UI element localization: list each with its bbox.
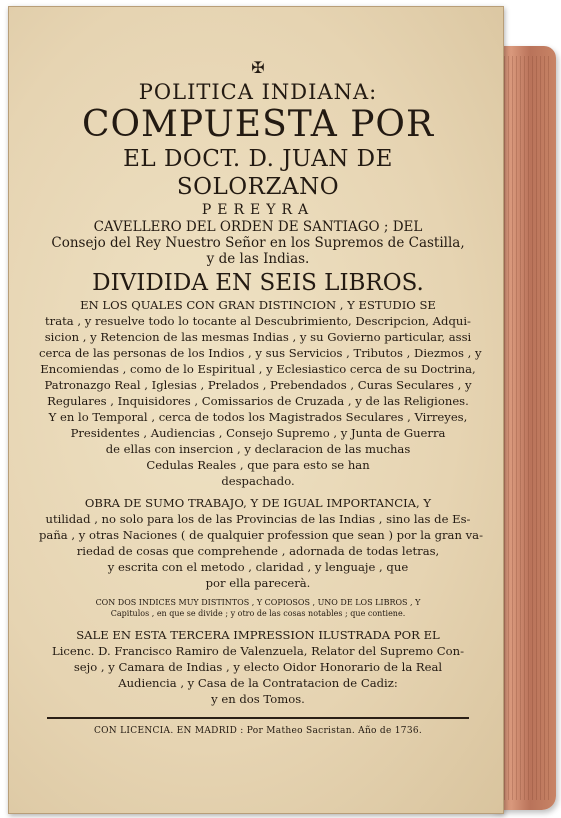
book	[8, 6, 556, 814]
text-line: y en dos Tomos.	[211, 692, 305, 706]
text-line: Presidentes , Audiencias , Consejo Supremo , y Junta de Guerra	[70, 426, 446, 440]
text-line: por ella parecerà.	[205, 576, 311, 590]
edition-paragraph	[39, 627, 477, 707]
text-line: trata , y resuelve todo lo tocante al Descubrimiento, Descripcion, Adqui-	[45, 314, 471, 328]
title-page-text	[39, 58, 483, 737]
author-surname: PEREYRA	[201, 202, 315, 218]
text-line: sicion , y Retencion de las mesmas Indias , y su Govierno particular, assi	[44, 330, 472, 344]
text-line: Capitulos , en que se divide ; y otro de las cosas notables ; que contiene.	[110, 609, 406, 618]
text-line: SALE EN ESTA TERCERA IMPRESSION ILUSTRADA POR EL	[76, 628, 440, 642]
division-heading: DIVIDIDA EN SEIS LIBROS.	[92, 270, 424, 296]
text-line: utilidad , no solo para los de las Provincias de las Indias , sino las de Es-	[45, 512, 471, 526]
text-line: sejo , y Camara de Indias , y electo Oidor Honorario de la Real	[73, 660, 443, 674]
text-line: Y en lo Temporal , cerca de todos los Magistrados Seculares , Virreyes,	[48, 410, 468, 424]
cross-icon: ✠	[251, 58, 265, 77]
text-line: Encomiendas , como de lo Espiritual , y Eclesiastico cerca de su Doctrina,	[40, 362, 476, 376]
text-line: Regulares , Inquisidores , Comissarios de Cruzada , y de las Religiones.	[47, 394, 469, 408]
imprint-line: CON LICENCIA. EN MADRID : Por Matheo Sacristan. Año de 1736.	[93, 726, 423, 736]
text-line: Patronazgo Real , Iglesias , Prelados , Prebendados , Curas Seculares , y	[44, 378, 472, 392]
title-line-compuesta: COMPUESTA POR	[81, 104, 435, 145]
author-name: EL DOCT. D. JUAN DE SOLORZANO	[123, 146, 393, 200]
text-line: riedad de cosas que comprehende , adornada de todas letras,	[76, 544, 440, 558]
divider-rule	[47, 717, 469, 719]
text-line: cerca de las personas de los Indios , y sus Servicios , Tributos , Diezmos , y	[39, 346, 482, 360]
text-line: OBRA DE SUMO TRABAJO, Y DE IGUAL IMPORTANCIA, Y	[84, 496, 432, 510]
text-line: CON DOS INDICES MUY DISTINTOS , Y COPIOSOS , UNO DE LOS LIBROS , Y	[95, 598, 421, 607]
text-line: EN LOS QUALES CON GRAN DISTINCION , Y ESTUDIO SE	[80, 298, 436, 312]
page-edge-lines	[504, 56, 550, 800]
text-line: y escrita con el metodo , claridad , y lenguaje , que	[107, 560, 409, 574]
title-page	[8, 6, 504, 814]
text-line: de ellas con insercion , y declaracion de las muchas	[105, 442, 411, 456]
text-line: Cedulas Reales , que para esto se han	[146, 458, 370, 472]
text-line: paña , y otras Naciones ( de qualquier profession que sean ) por la gran va-	[39, 528, 483, 542]
text-line: despachado.	[221, 474, 295, 488]
author-council-indias: y de las Indias.	[206, 251, 310, 267]
contents-paragraph	[39, 297, 482, 489]
indices-note	[39, 597, 477, 619]
author-council: Consejo del Rey Nuestro Señor en los Supremos de Castilla,	[51, 235, 465, 251]
text-line: Licenc. D. Francisco Ramiro de Valenzuela, Relator del Supremo Con-	[52, 644, 464, 658]
author-order: CAVELLERO DEL ORDEN DE SANTIAGO ; DEL	[93, 219, 423, 235]
text-line: Audiencia , y Casa de la Contratacion de Cadiz:	[118, 676, 398, 690]
work-description-paragraph	[39, 495, 483, 591]
title-line-politica: POLITICA INDIANA:	[138, 80, 378, 104]
